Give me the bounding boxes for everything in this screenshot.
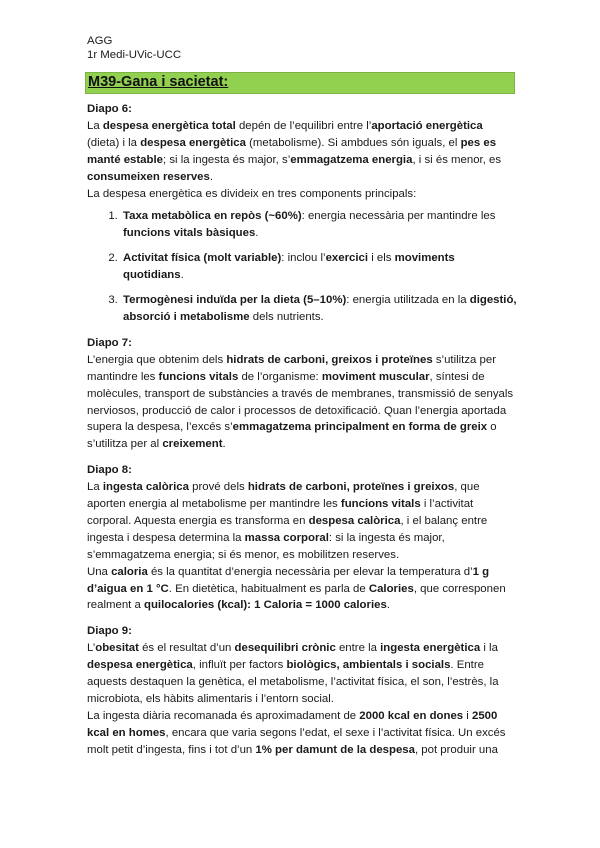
list-item: 2. Activitat física (molt variable): inclou l’exercici i els moviments quotidians.	[121, 250, 517, 284]
section-diapo-8	[87, 462, 517, 614]
section-diapo-6	[87, 101, 517, 326]
document-header	[87, 34, 181, 62]
course-name: 1r Medi-UVic-UCC	[87, 49, 182, 61]
author-initials: AGG	[87, 35, 113, 47]
paragraph: La ingesta calòrica prové dels hidrats de carboni, proteïnes i greixos, que aporten energia al metabolisme per mantindre les funcions vitals i l’activitat corporal. Aquesta energia es transforma en despesa calòrica, i el balanç entre ingesta i despesa determina la massa corporal: si la ingesta és major, s’emmagatzema energia; si és menor, es mobilitzen reserves.	[87, 481, 488, 561]
list-item: 1. Taxa metabòlica en repòs (~60%): energia necessària per mantindre les funcions vitals bàsiques.	[121, 208, 517, 242]
section-heading: Diapo 6:	[87, 103, 132, 115]
section-heading: Diapo 9:	[87, 625, 132, 638]
paragraph: Una caloria és la quantitat d’energia necessària per elevar la temperatura d’1 g d’aigua en 1 °C. En dietètica, habitualment es parla de Calories, que corresponen realment a quilocalories (kcal): 1 Caloria = 1000 calories.	[87, 565, 506, 612]
paragraph: La despesa energètica es divideix en tres components principals:	[87, 187, 417, 200]
components-list	[87, 208, 517, 325]
list-item: 3. Termogènesi induïda per la dieta (5–10%): energia utilitzada en la digestió, absorció i metabolisme dels nutrients.	[121, 292, 517, 326]
paragraph: L’obesitat és el resultat d’un desequilibri crònic entre la ingesta energètica i la despesa energètica, influït per factors biològics, ambientals i socials. Entre aquests destaquen la genètica, el metabolisme, l’activitat física, el son, l’estrès, la microbiota, els hàbits alimentaris i l’entorn social.	[87, 642, 499, 705]
paragraph: La despesa energètica total depén de l’equilibri entre l’aportació energètica (dieta) i la despesa energètica (metabolisme). Si ambdues són iguals, el pes es manté estable; si la ingesta és major, s’emmagatzema energia, i si és menor, es consumeixen reserves.	[87, 119, 502, 183]
section-diapo-9	[87, 623, 517, 758]
document-body	[87, 101, 517, 768]
paragraph: L’energia que obtenim dels hidrats de carboni, greixos i proteïnes s’utilitza per mantindre les funcions vitals de l’organisme: moviment muscular, síntesi de molècules, transport de substàncies a través de membranes, transmissió de senyals nerviosos, producció de calor i processos de detoxificació. Quan l’energia aportada supera la despesa, l’excés s’emmagatzema principalment en forma de greix o s’utilitza per al creixement.	[87, 353, 514, 451]
paragraph: La ingesta diària recomanada és aproximadament de 2000 kcal en dones i 2500 kcal en homes, encara que varia segons l’edat, el sexe i l’activitat física. Un excés molt petit d’ingesta, fins i tot d’un 1% per damunt de la despesa, pot produir una	[87, 709, 506, 756]
section-heading: Diapo 8:	[87, 464, 132, 477]
section-heading: Diapo 7:	[87, 336, 132, 349]
page-title: M39-Gana i sacietat:	[88, 74, 229, 90]
section-diapo-7	[87, 335, 517, 453]
